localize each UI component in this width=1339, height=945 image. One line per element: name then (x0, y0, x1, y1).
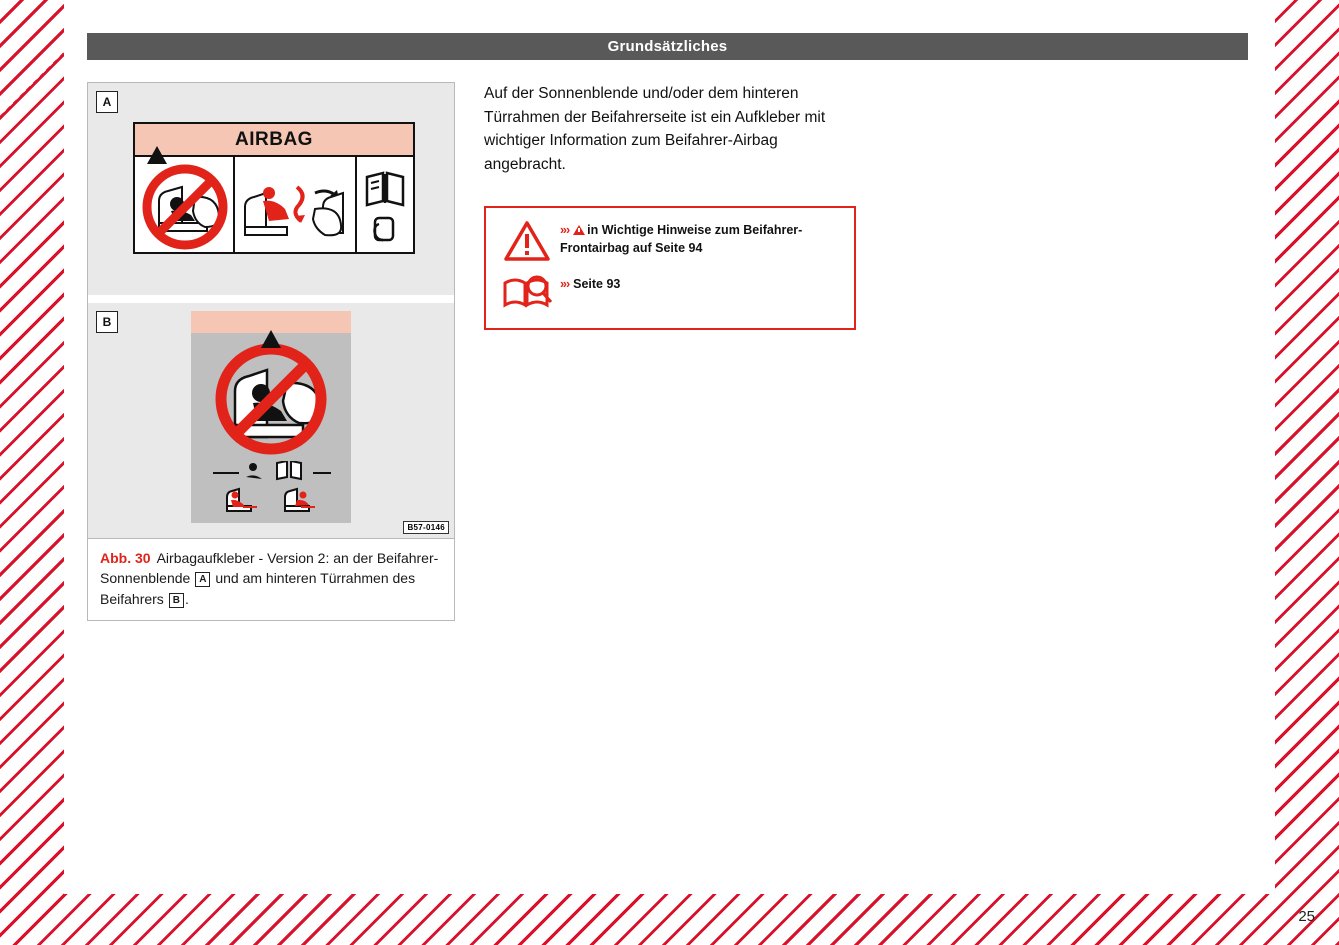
caption-inline-tag-b: B (169, 593, 184, 608)
child-seat-prohibited-pictogram (135, 157, 235, 254)
figure-column (87, 82, 455, 621)
body-paragraph: Auf der Sonnenblende und/oder dem hinteren Türrahmen der Beifahrerseite ist ein Aufkleber mit wichtiger Information zum Beifahrer-Airbag angebracht. (484, 85, 826, 173)
figure-caption-text-1: Airbagaufkleber - Version 2: an der Beifahrer-Sonnenblende (100, 550, 439, 587)
reference-row-page-text (560, 272, 620, 293)
reference-row-warning-text (560, 218, 846, 257)
reference-page-label: Seite 93 (573, 277, 621, 292)
figure-images (88, 83, 454, 538)
sticker-b-symbol-row (191, 461, 351, 483)
panel-divider (88, 295, 454, 303)
figure-caption-text-3: . (184, 590, 189, 607)
sticker-b-seat-icons (191, 483, 351, 517)
reference-warning-label: in Wichtige Hinweise zum Beifahrer-Frontairbag auf Seite 94 (560, 223, 803, 256)
adult-airbag-pictogram (235, 157, 357, 254)
sticker-pictogram-cells (135, 157, 413, 254)
page-title: Grundsätzliches (607, 38, 728, 55)
panel-a-label: A (96, 91, 118, 113)
book-magnifier-glyph (501, 274, 553, 310)
airbag-sticker-version-a (133, 122, 415, 254)
airbag-sticker-version-b (191, 311, 351, 523)
inline-warning-triangle-icon (573, 225, 585, 235)
sticker-b-title-bar (191, 311, 351, 333)
warning-triangle-icon (494, 218, 560, 262)
figure-panel-a (88, 83, 454, 295)
child-seat-prohibited-large-icon (191, 333, 351, 461)
warning-triangle-icon (261, 313, 281, 331)
page-number: 25 (1298, 908, 1315, 925)
sticker-title-text: AIRBAG (235, 128, 313, 150)
reference-box (484, 206, 856, 330)
figure-panel-b (88, 303, 454, 538)
figure-caption-text-2: und am hinteren Türrahmen des Beifahrers (100, 570, 416, 607)
content-column (484, 82, 884, 330)
sticker-title-bar (135, 124, 413, 157)
figure-image-code: B57-0146 (403, 521, 449, 534)
reference-row-warning (494, 218, 846, 262)
chevron-icon: »› (560, 277, 570, 292)
warning-triangle-glyph (504, 220, 550, 262)
adult-airbag-icon (235, 157, 357, 254)
panel-b-label: B (96, 311, 118, 333)
caption-inline-tag-a: A (195, 572, 210, 587)
page-header-bar (87, 33, 1248, 60)
child-seat-prohibited-icon (135, 157, 235, 254)
chevron-icon: »› (560, 223, 570, 238)
figure-caption-label: Abb. 30 (100, 550, 151, 566)
warning-triangle-icon (147, 129, 167, 147)
figure-caption (88, 538, 454, 620)
forward-facing-child-seat-icon (279, 483, 321, 517)
rear-facing-child-seat-icon (221, 483, 263, 517)
reference-row-page (494, 272, 846, 316)
figure-block (87, 82, 455, 621)
hand-pointer-icon (357, 210, 413, 250)
book-magnifier-icon (494, 272, 560, 310)
manual-reference-pictogram (357, 157, 413, 254)
